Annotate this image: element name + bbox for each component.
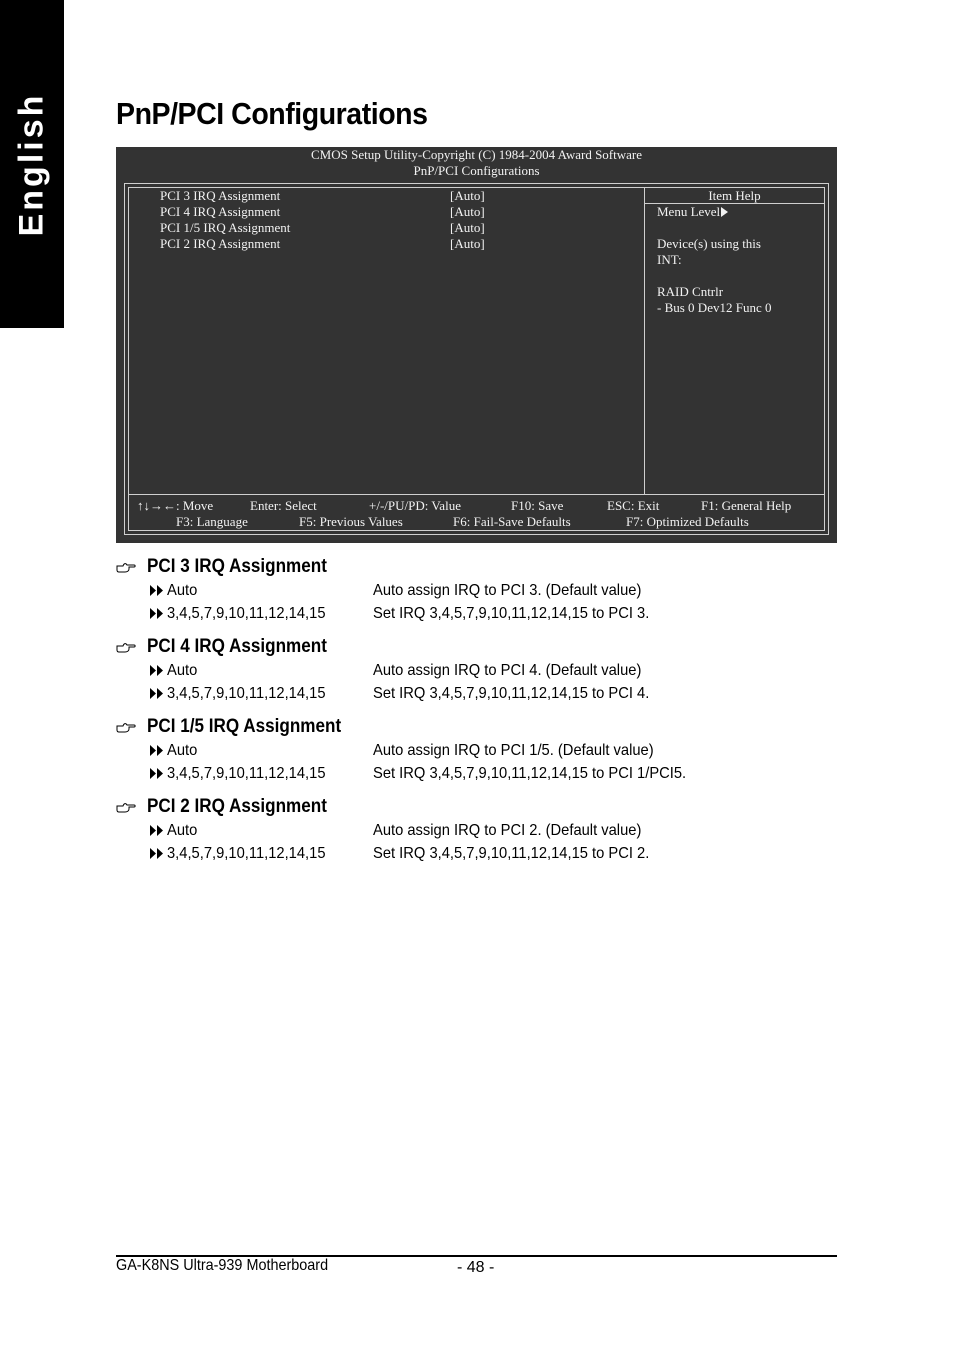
footer-key-language: F3: Language [176,514,248,529]
section-header [116,555,347,579]
language-tab-label: English [12,92,51,236]
double-arrow-icon [149,739,165,762]
option-name: 3,4,5,7,9,10,11,12,14,15 [167,845,326,862]
section-title: PCI 1/5 IRQ Assignment [147,716,342,737]
bios-item-value[interactable]: [Auto] [450,188,485,203]
bios-item-list [160,188,560,252]
bios-header-copyright: CMOS Setup Utility-Copyright (C) 1984-2004 Award Software [310,147,642,162]
option-description: Set IRQ 3,4,5,7,9,10,11,12,14,15 to PCI 3. [373,605,650,622]
option-name: 3,4,5,7,9,10,11,12,14,15 [167,765,326,782]
help-line-int: INT: [657,252,682,267]
double-arrow-icon [149,579,165,602]
double-arrow-icon [149,682,165,705]
section-title: PCI 2 IRQ Assignment [147,796,327,817]
bios-item-label: PCI 4 IRQ Assignment [160,204,281,219]
help-line-text: Menu Level [657,204,721,219]
footer-key-optimized: F7: Optimized Defaults [626,514,749,529]
option-name: Auto [167,822,198,839]
help-line-raid: RAID Cntrlr [657,284,724,299]
section-title: PCI 3 IRQ Assignment [147,556,327,577]
option-description: Set IRQ 3,4,5,7,9,10,11,12,14,15 to PCI 2. [373,845,650,862]
bios-item-pci15[interactable] [160,220,560,236]
bios-footer-row-1 [129,498,824,514]
pointing-hand-icon [116,561,136,573]
item-help-panel [657,204,771,316]
section-title: PCI 4 IRQ Assignment [147,636,327,657]
double-arrow-icon [149,602,165,625]
bios-item-value[interactable]: [Auto] [450,220,485,235]
bios-item-value[interactable]: [Auto] [450,204,485,219]
option-row [116,819,642,842]
pointing-hand-icon [116,721,136,733]
section-header [116,715,363,739]
option-description: Auto assign IRQ to PCI 2. (Default value) [373,822,642,839]
option-name: 3,4,5,7,9,10,11,12,14,15 [167,605,326,622]
option-name: Auto [167,582,198,599]
bios-item-pci2[interactable] [160,236,560,252]
footer-key-value: +/-/PU/PD: Value [369,498,461,513]
option-row [116,762,687,785]
bios-item-pci3[interactable] [160,188,560,204]
footer-divider [129,494,824,495]
double-arrow-icon [149,819,165,842]
item-help-title: Item Help [708,188,761,203]
option-row [116,682,650,705]
bios-screen [116,147,837,543]
section-pci4 [116,635,650,705]
footer-key-select: Enter: Select [250,498,317,513]
option-description: Auto assign IRQ to PCI 1/5. (Default value) [373,742,654,759]
bios-frame [124,183,829,535]
pointing-hand-icon [116,641,136,653]
double-arrow-icon [149,842,165,865]
help-line-bus: - Bus 0 Dev12 Func 0 [657,300,772,315]
option-row [116,579,642,602]
footer-key-general-help: F1: General Help [701,498,792,513]
section-pci2 [116,795,650,865]
bios-item-value[interactable]: [Auto] [450,236,485,251]
bios-header [116,147,837,179]
bios-frame-inner [128,187,825,531]
option-name: Auto [167,742,198,759]
option-row [116,602,650,625]
section-header [116,635,347,659]
bios-item-label: PCI 2 IRQ Assignment [160,236,281,251]
option-description: Set IRQ 3,4,5,7,9,10,11,12,14,15 to PCI 4. [373,685,650,702]
page-title: PnP/PCI Configurations [116,96,428,131]
option-row [116,659,642,682]
footer-page-number: - 48 - [457,1259,495,1276]
option-description: Auto assign IRQ to PCI 3. (Default value) [373,582,642,599]
option-description: Set IRQ 3,4,5,7,9,10,11,12,14,15 to PCI 1/PCI5. [373,765,687,782]
option-name: 3,4,5,7,9,10,11,12,14,15 [167,685,326,702]
option-name: Auto [167,662,198,679]
bios-item-label: PCI 1/5 IRQ Assignment [160,220,291,235]
bios-item-label: PCI 3 IRQ Assignment [160,188,281,203]
language-tab [0,0,64,328]
help-line-menu-level [657,204,771,220]
help-column-divider [644,188,645,494]
footer-key-previous-values: F5: Previous Values [299,514,403,529]
footer-key-move: ↑↓→←: Move [137,498,214,513]
section-pci3 [116,555,650,625]
help-line-blank [657,220,771,236]
section-header [116,795,347,819]
double-arrow-icon [149,659,165,682]
pointing-hand-icon [116,801,136,813]
option-row [116,842,650,865]
bios-header-menu-title: PnP/PCI Configurations [413,163,540,178]
help-line-devices: Device(s) using this [657,236,761,251]
help-line-blank [657,268,771,284]
footer-model-name: GA-K8NS Ultra-939 Motherboard [116,1257,329,1274]
triangle-right-icon [721,207,728,217]
footer-key-exit: ESC: Exit [607,498,660,513]
footer-key-fail-save: F6: Fail-Save Defaults [453,514,571,529]
section-pci15 [116,715,687,785]
double-arrow-icon [149,762,165,785]
bios-item-pci4[interactable] [160,204,560,220]
option-row [116,739,654,762]
footer-key-save: F10: Save [511,498,564,513]
bios-footer-row-2 [129,514,824,530]
option-description: Auto assign IRQ to PCI 4. (Default value) [373,662,642,679]
